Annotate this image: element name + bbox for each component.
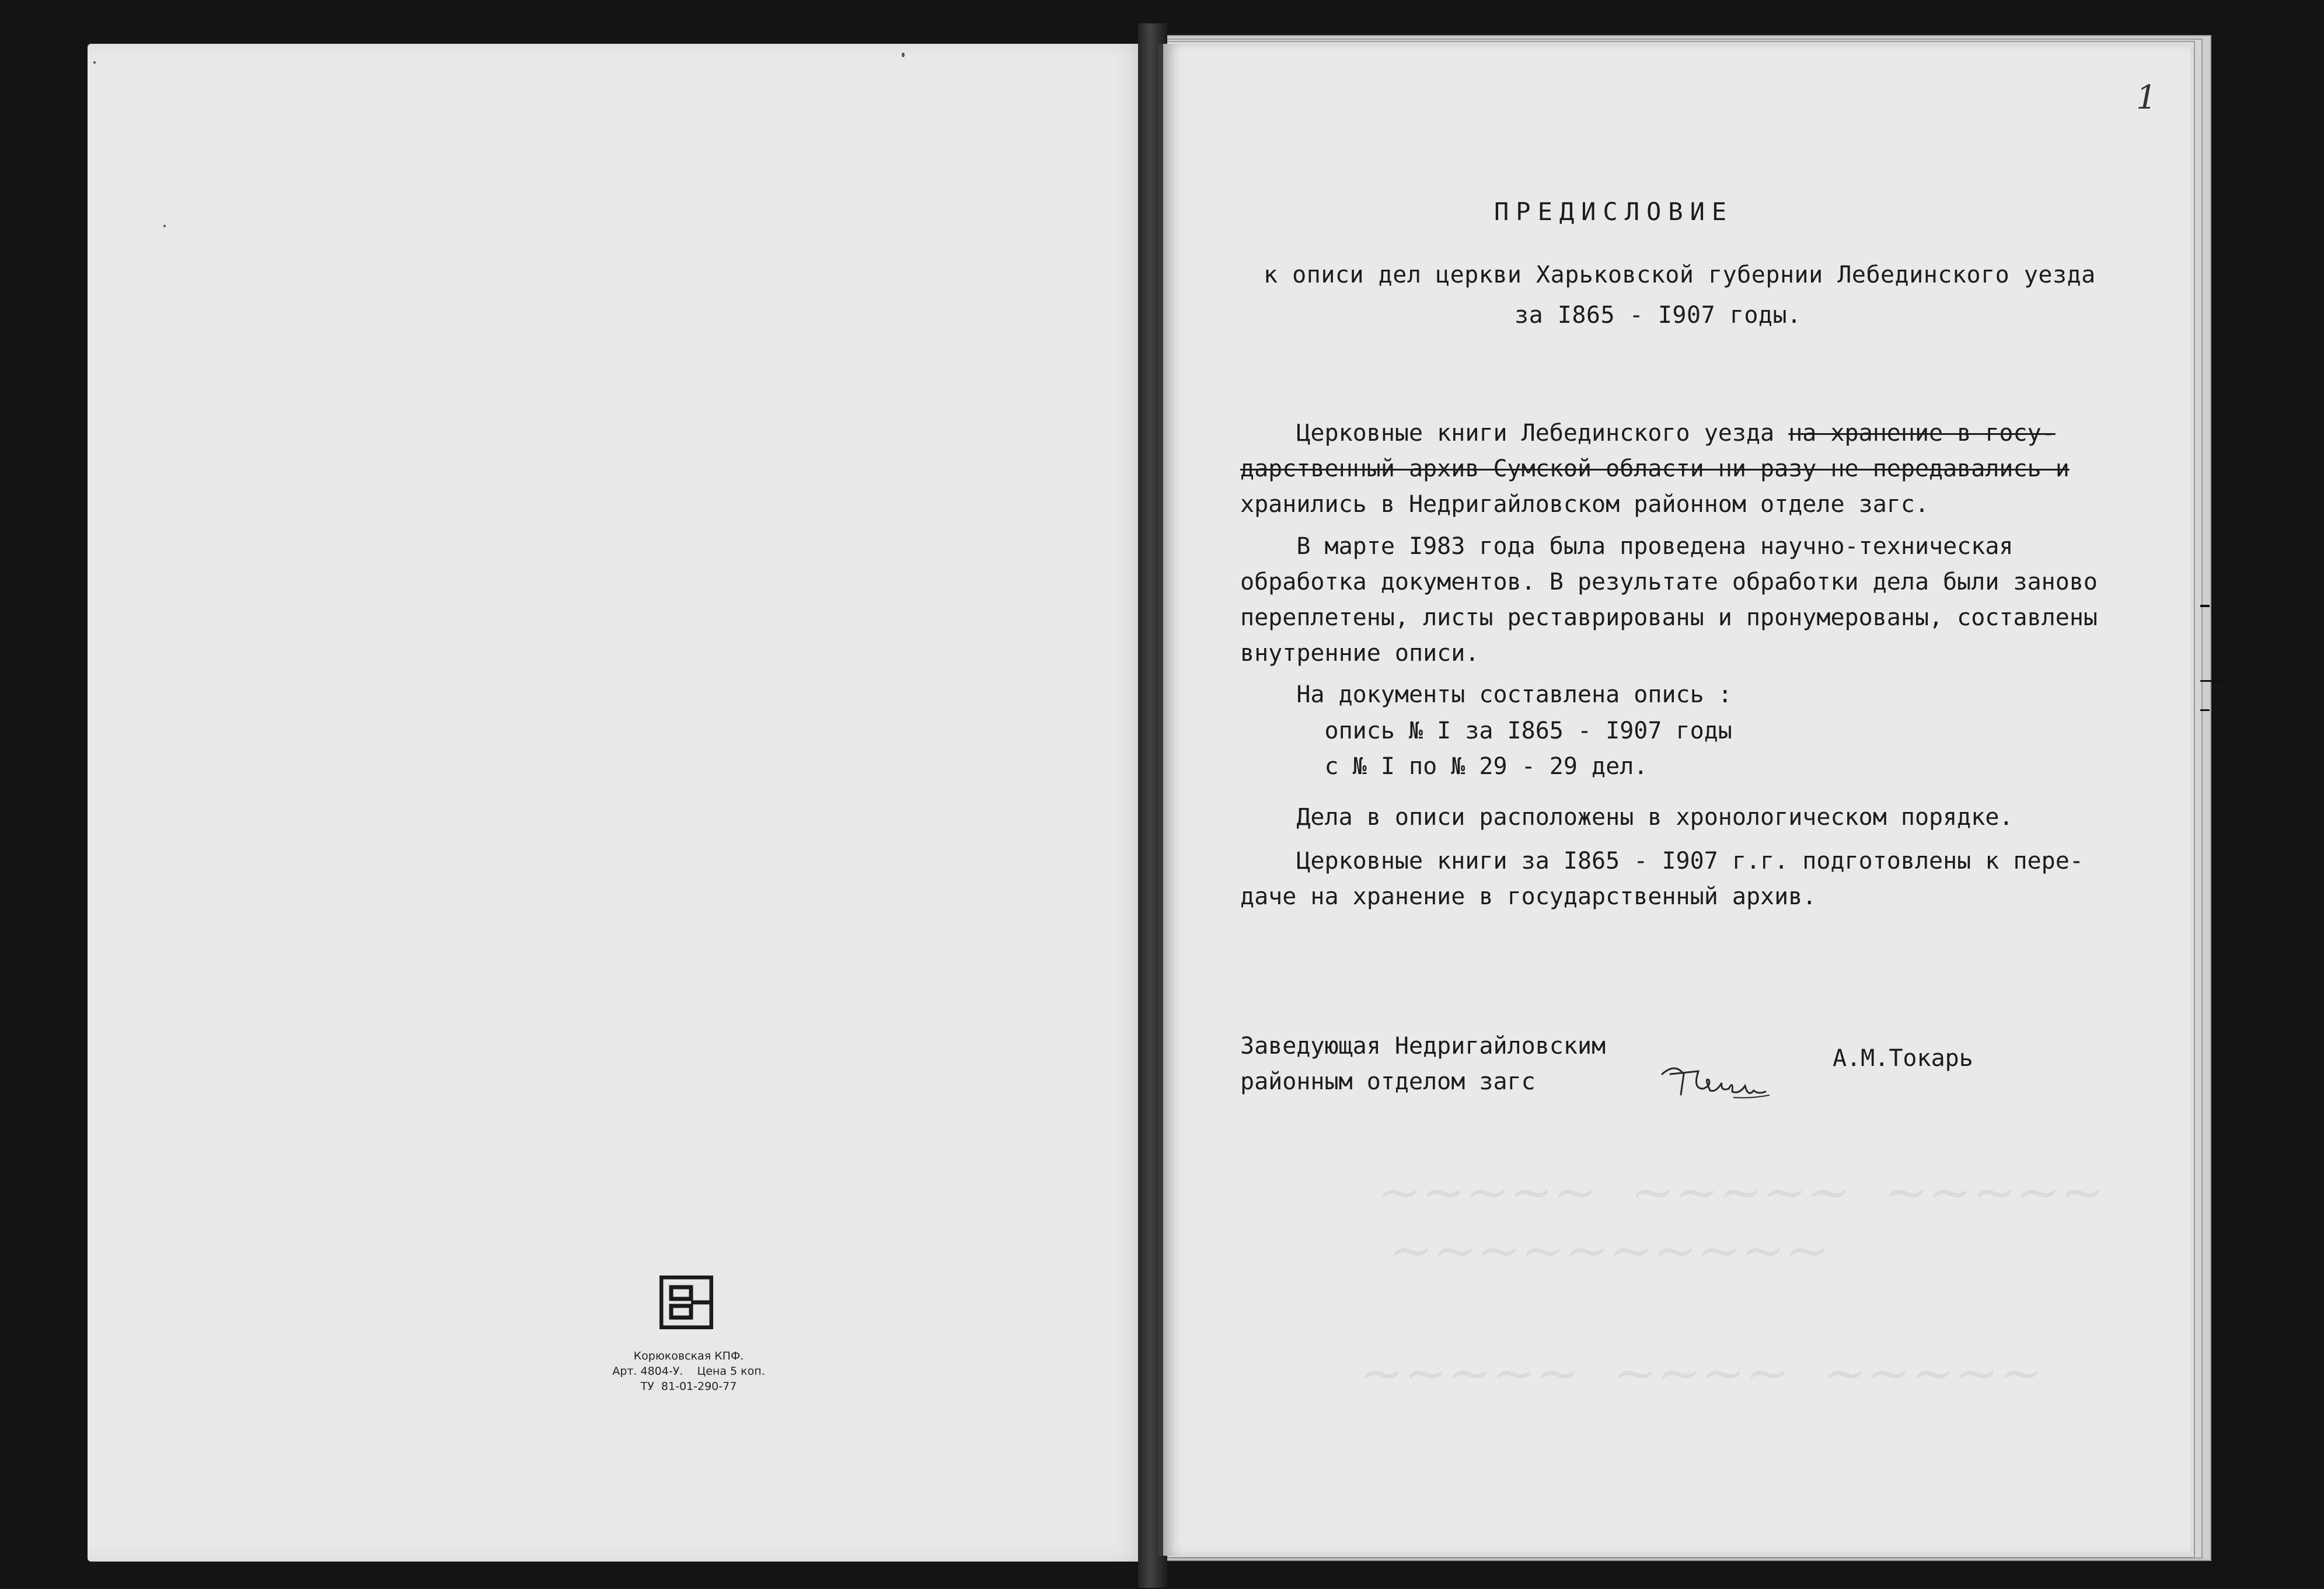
paragraph-1-plain-text: Церковные книги Лебединского уезда [1240,420,1789,447]
show-through-text: ~~~~~~~~~~ [1389,1220,1830,1281]
position-line-1: Заведующая Недригайловским [1240,1033,1606,1060]
left-page-back-cover [88,44,1150,1562]
paragraph-3 [1240,677,2075,713]
paragraph-2-line-4: внутренние описи. [1240,640,1479,667]
page-number: 1 [2136,79,2157,117]
struck-text: на хранение в госу- [1788,420,2056,447]
paragraph-5-line-2: даче на хранение в государственный архив. [1240,883,1817,910]
inventory-line-1: опись № I за I865 - I907 годы [1240,717,1732,744]
imprint-line-publisher: Корюковская КПФ. [633,1350,744,1363]
paragraph-4-line-1: Дела в описи расположены в хронологическом порядке. [1240,804,2014,831]
paragraph-1-line-3: хранились в Недригайловском районном отделе загс. [1240,491,1929,518]
paragraph-5-line-1: Церковные книги за I865 - I907 г.г. подготовлены к пере- [1240,848,2084,874]
show-through-text: ~~~~~ ~~~~~ ~~~~~ [1377,1162,2105,1223]
paragraph-2-line-1: В марте I983 года была проведена научно-техническая [1240,533,2014,560]
paper-speck [93,61,96,64]
handwritten-signature [1657,1057,1774,1109]
paragraph-2-line-3: переплетены, листы реставрированы и пронумерованы, составлены [1240,604,2098,631]
subtitle-line-2: за I865 - I907 годы. [1515,302,1802,329]
paragraph-1 [1240,416,2075,522]
paragraph-2 [1240,529,2098,671]
paragraph-2-line-2: обработка документов. В результате обработки дела были заново [1240,569,2098,595]
edge-tick [2200,709,2210,711]
signature-position [1240,1029,1606,1100]
publisher-logo-icon [659,1276,713,1329]
paragraph-4 [1240,800,2075,835]
imprint [496,1348,881,1394]
paragraph-1-line-2-struck: дарственный архив Сумской области ни разу не передавались и [1240,455,2070,482]
subtitle-line-1: к описи дел церкви Харьковской губернии Лебединского уезда [1264,262,2096,288]
paper-speck [163,225,166,227]
edge-tick [2200,680,2224,682]
paper-speck [902,53,905,57]
signer-name: А.М.Токарь [1833,1045,1973,1072]
paragraph-5 [1240,844,2084,915]
paragraph-1-line-1 [1240,416,2075,451]
position-line-2: районным отделом загс [1240,1068,1536,1095]
show-through-text: ~~~~~ ~~~~ ~~~~~ [1360,1343,2043,1404]
imprint-line-article-price: Арт. 4804-У. Цена 5 коп. [612,1365,765,1378]
inventory-line-2: с № I по № 29 - 29 дел. [1240,753,1648,780]
edge-tick [2200,605,2210,607]
paragraph-3-line-1: На документы составлена опись : [1240,681,1732,708]
imprint-line-spec: ТУ 81-01-290-77 [640,1380,737,1393]
inventory-block [1240,713,2075,785]
page-title: ПРЕДИСЛОВИЕ [1494,197,1734,226]
